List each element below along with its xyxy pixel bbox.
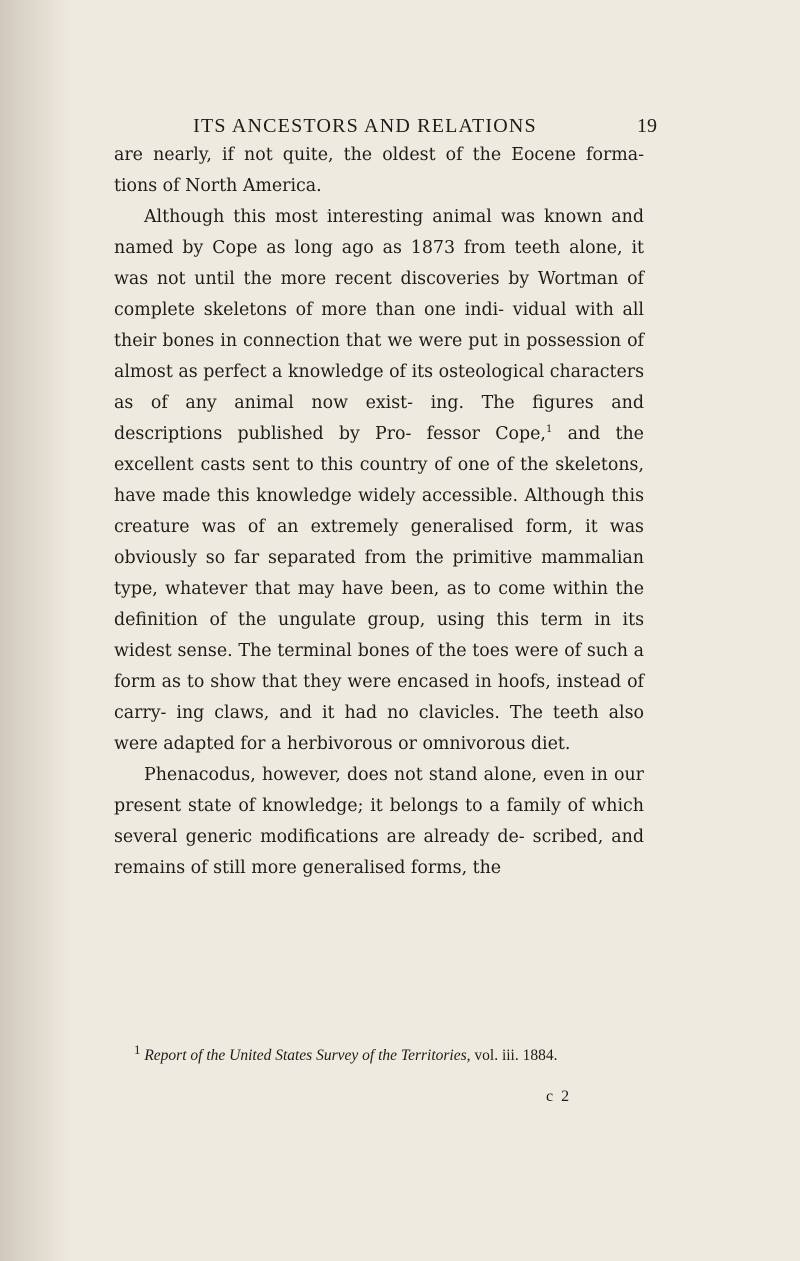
paragraph-1: are nearly, if not quite, the oldest of the Eocene forma- tions of North America. bbox=[114, 145, 644, 196]
footnote-title: Report of the United States Survey of the Territories, bbox=[144, 1047, 471, 1065]
paragraph-3: Phenacodus, however, does not stand alone, even in our present state of knowledge; it belongs to a family of which several generic modifications are already de- scribed, and remains of still more generalised forms, the bbox=[114, 765, 644, 878]
footnote-rest: vol. iii. 1884. bbox=[474, 1047, 558, 1065]
footnote bbox=[114, 1040, 644, 1065]
body-text bbox=[114, 140, 644, 884]
paragraph-2-rest: and the excellent casts sent to this country of one of the skeletons, have made this knowledge widely accessible. Although this creature was of an extremely generalised form, it was obviously so far separated from the primitive mammalian type, whatever that may have been, as to come within the definition of the ungulate group, using this term in its widest sense. The terminal bones of the toes were of such a form as to show that they were encased in hoofs, instead of carry- ing claws, and it had no clavicles. The teeth also were adapted for a herbivorous or omnivorous diet. bbox=[114, 424, 644, 754]
page-edge-shadow bbox=[0, 0, 70, 1261]
page-number: 19 bbox=[637, 115, 657, 137]
paragraph-2-start: Although this most interesting animal was known and named by Cope as long ago as 1873 from teeth alone, it was not until the more recent discoveries by Wortman of complete skeletons of more than one indi- vidual with all their bones in connection that we were put in possession of almost as perfect a knowledge of its osteological characters as of any animal now exist- ing. The figures and descriptions published by Pro- fessor Cope, bbox=[114, 207, 644, 444]
signature-mark: c 2 bbox=[546, 1088, 572, 1105]
running-head: ITS ANCESTORS AND RELATIONS bbox=[193, 115, 537, 137]
paragraph-2 bbox=[114, 202, 644, 760]
footnote-marker: 1 bbox=[134, 1042, 141, 1057]
footnote-reference: 1 bbox=[545, 424, 553, 436]
